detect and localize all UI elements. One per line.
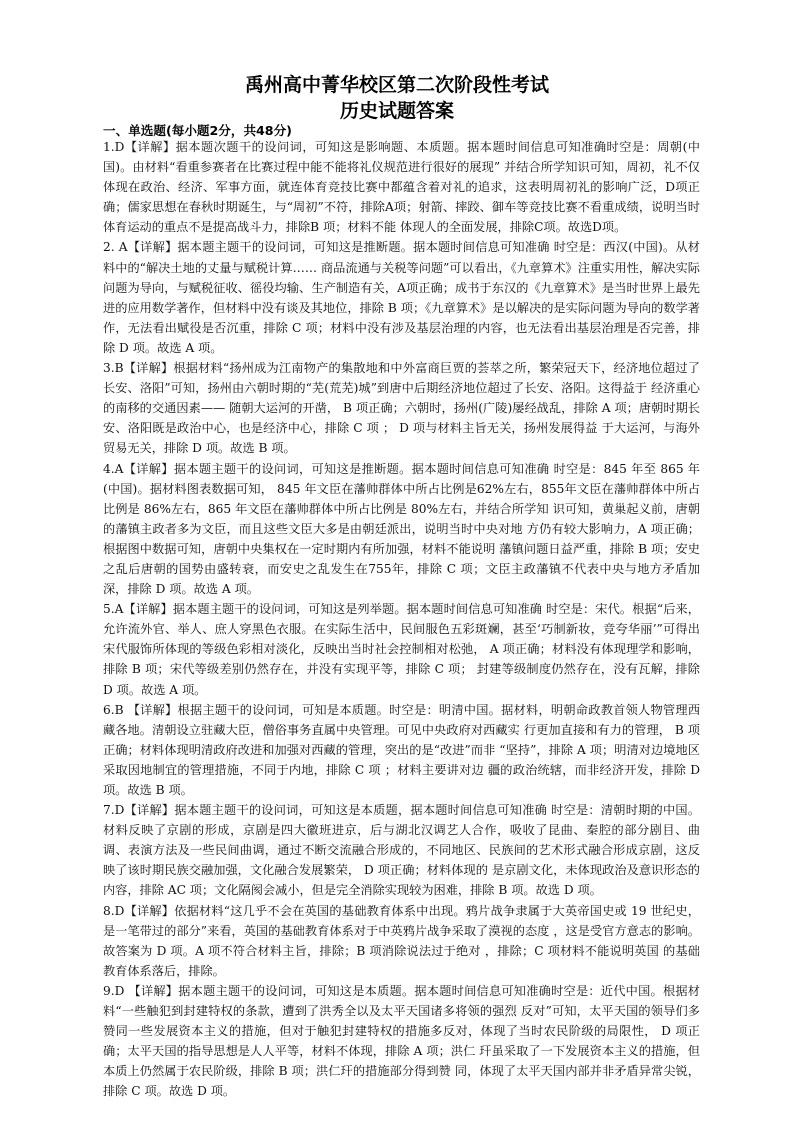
answer-explanation: 据本题主题干的设问词，可知这是推断题。据本题时间信息可知准确 时空是：845 年至 865 年(中国)。据材料图表数据可知， 845 年文臣在藩帅群体中所占比例是62%左右，855年文臣在藩帅群体中所占比例是 86%左右，865 年文臣在藩帅群体中所占比例是 80%左右，并结合所学知 识可知，黄巢起义前，唐朝的藩镇主政者多为文臣，而且这些文臣大多是由朝廷派出，说明当时中央对地 方仍有较大影响力，A 项正确；根据图中数据可知，唐朝中央集权在一定时期内有所加强，材料不能说明 藩镇问题日益严重，排除 B 项；安史之乱后唐朝的国势由盛转衰，而安史之乱发生在755年，排除 C 项；文臣主政藩镇不代表中央与地方矛盾加深，排除 D 项。故选 A 项。 [103,461,700,597]
answer-explanation: 据本题次题干的设问词，可知这是影响题、本质题。据本题时间信息可知准确时空是：周朝(中国)。由材料“看重参赛者在比赛过程中能不能将礼仪规范进行很好的展现” 并结合所学知识可知，周初，礼不仅体现在政治、经济、军事方面，就连体育竞技比赛中都蕴含着对礼的追求，这表明周初礼的影响广泛，D项正确；儒家思想在春秋时期诞生，与“周初”不符，排除A项；射箭、摔跤、御车等竞技比赛不看重成绩，说明当时体育运动的重点不是提高战斗力，排除B 项；材料不能 体现人的全面发展，排除C项。故选D项。 [103,140,700,235]
answer-list [103,137,700,1102]
exam-subtitle: 历史试题答案 [339,100,454,122]
answer-item-6 [103,700,700,800]
answer-item-8 [103,901,700,981]
answer-label: 3.B【详解】 [103,361,174,376]
answer-item-3 [103,358,700,458]
answer-explanation: 根据主题干的设问词，可知是本质题。时空是：明清中国。据材料，明朝命政教首领人物管理西藏各地。清朝设立驻藏大臣，僧俗事务直属中央管理。可见中央政府对西藏实 行更加直接和有力的管理， B 项正确；材料体现明清政府改进和加强对西藏的管理，突出的是“改进”而非 “坚持”，排除 A 项；明清对边境地区采取因地制宜的管理措施，不同于内地，排除 C 项 ；材料主要讲对边 疆的政治统辖，而非经济开发，排除 D 项。故选 B 项。 [103,702,701,797]
answer-item-1 [103,137,700,237]
answer-explanation: 据本题主题干的设问词，可知这是本质题。据本题时间信息可知准确时空是：近代中国。根据材料“一些触犯到封建特权的条款，遭到了洪秀全以及太平天国诸多将领的强烈 反对”可知，太平天国的领导们多赞同一些发展资本主义的措施，但对于触犯封建特权的措施多反对，体现了当时农民阶级的局限性， D 项正确；太平天国的指导思想是人人平等，材料不体现，排除 A 项；洪仁 玕虽采取了一下发展资本主义的措施，但本质上仍然属于农民阶级，排除 B 项；洪仁玕的措施部分得到赞 同，体现了太平天国内部并非矛盾异常尖锐，排除 C 项。故选 D 项。 [103,983,700,1099]
answer-explanation: 根据材料“扬州成为江南物产的集散地和中外富商巨贾的荟萃之所，繁荣冠天下，经济地位超过了长安、洛阳”可知，扬州由六朝时期的“芜(荒芜)城”到唐中后期经济地位超过了长安、洛阳。这得益于 经济重心的南移的交通因素—— 随朝大运河的开凿， B 项正确；六朝时，扬州(广陵)屡经战乱，排除 A 项；唐朝时期长安、洛阳既是政治中心，也是经济中心，排除 C 项 ； D 项与材料主旨无关，扬州发展得益 于大运河，与海外贸易无关，排除 D 项。故选 B 项。 [103,361,700,456]
answer-label: 6.B 【详解】 [103,702,178,717]
section-heading: 一、单选题(每小题2分，共48分) [103,123,292,138]
answer-explanation: 据本题主题干的设问词，可知这是列举题。据本题时间信息可知准确 时空是：宋代。根据“后来，允许流外官、举人、庶人穿黑色衣服。在实际生活中，民间服色五彩斑斓，甚至‘巧制新妆，竞夸华丽’”可得出宋代服饰所体现的等级色彩相对淡化，反映出当时社会控制相对松弛， A 项正确；材料没有体现理学和影响，排除 B 项；宋代等级差别仍然存在，并没有实现平等，排除 C 项； 封建等级制度仍然存在，没有瓦解，排除 D 项。故选 A 项。 [103,602,700,697]
answer-item-5 [103,599,700,699]
answer-explanation: 据本题主题干的设问词，可知这是推断题。据本题时间信息可知准确 时空是：西汉(中国)。从材料中的“解决土地的丈量与赋税计算…… 商品流通与关税等问题”可以看出，《九章算术》注重实用性，解决实际问题为导向，与赋税征收、徭役均输、生产制造有关，A项正确；成书于东汉的《九章算术》是当时世界上最先进的应用数学著作，但材料中没有谈及其地位，排除 B 项；《九章算术》是以解决的是实际问题为导向的数学著作，无法看出赋役是否沉重，排除 C 项；材料中没有涉及基层治理的内容，也无法看出基层治理是否完善，排除 D 项。故选 A 项。 [103,240,700,355]
answer-explanation: 据本题主题干的设问词，可知这是本质题，据本题时间信息可知准确 时空是：清朝时期的中国。材料反映了京剧的形成，京剧是四大徽班进京，后与湖北汉调艺人合作，吸收了昆曲、秦腔的部分剧目、曲调、表演方法及一些民间曲调，通过不断交流融合形成的，不同地区、民族间的艺术形式融合形成京剧，这反映了该时期民族交融加强，文化融合发展繁荣， D 项正确；材料体现的 是京剧文化，未体现政治及意识形态的内容，排除 AC 项；文化隔阂会减小，但是完全消除实现较为困难，排除 B 项。故选 D 项。 [103,803,701,898]
answer-item-4 [103,459,700,600]
answer-label: 7.D【详解】 [103,803,175,818]
answer-label: 8.D【详解】 [103,903,175,918]
answer-label: 5.A【详解】 [103,602,173,617]
answer-label: 4.A【详解】 [103,461,174,476]
answer-item-7 [103,800,700,900]
answer-item-9 [103,981,700,1102]
answer-explanation: 依据材料“这几乎不会在英国的基础教育体系中出现。鸦片战争隶属于大英帝国史或 19 世纪史，是一笔带过的部分”来看，英国的基础教育体系对于中英鸦片战争采取了漠视的态度 ，这是受官方意志的影响。故答案为 D 项。A 项不符合材料主旨，排除；B 项消除说法过于绝对 ，排除；C 项材料不能说明英国 的基础教育体系落后，排除。 [103,903,700,978]
answer-label: 2. A【详解】 [103,240,178,255]
exam-title: 禹州高中菁华校区第二次阶段性考试 [244,74,549,96]
answer-label: 9.D 【详解】 [103,983,179,998]
answer-label: 1.D【详解】 [103,140,176,154]
answer-item-2 [103,237,700,358]
